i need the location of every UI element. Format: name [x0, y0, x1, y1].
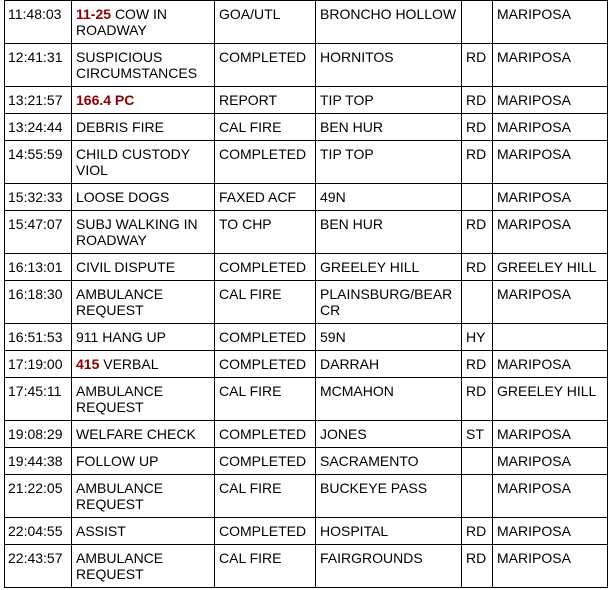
penal-code: 11-25	[76, 6, 112, 22]
call-disposition: GOA/UTL	[215, 1, 316, 44]
call-type-text: 911 HANG UP	[76, 329, 166, 345]
call-location: 49N	[316, 184, 462, 211]
street-suffix: RD	[462, 545, 493, 588]
penal-code: 415	[76, 356, 100, 372]
street-suffix	[462, 475, 493, 518]
call-city: MARIPOSA	[493, 211, 608, 254]
table-row	[5, 184, 608, 211]
call-location: PLAINSBURG/BEAR CR	[316, 281, 462, 324]
table-row	[5, 211, 608, 254]
call-time: 17:19:00	[5, 351, 72, 378]
call-time: 21:22:05	[5, 475, 72, 518]
call-disposition: COMPLETED	[215, 141, 316, 184]
call-disposition: TO CHP	[215, 211, 316, 254]
call-type-text: CIVIL DISPUTE	[76, 259, 176, 275]
call-type	[72, 211, 215, 254]
call-type-text: ASSIST	[76, 523, 126, 539]
call-disposition: FAXED ACF	[215, 184, 316, 211]
call-location: TIP TOP	[316, 141, 462, 184]
call-location: HOSPITAL	[316, 518, 462, 545]
table-row	[5, 351, 608, 378]
table-row	[5, 87, 608, 114]
call-disposition: COMPLETED	[215, 518, 316, 545]
table-row	[5, 1, 608, 44]
call-type	[72, 141, 215, 184]
street-suffix	[462, 184, 493, 211]
call-city	[493, 324, 608, 351]
call-type-text: COW IN ROADWAY	[76, 6, 168, 38]
call-time: 16:13:01	[5, 254, 72, 281]
call-type	[72, 378, 215, 421]
street-suffix: RD	[462, 211, 493, 254]
call-type	[72, 421, 215, 448]
call-type	[72, 87, 215, 114]
street-suffix: RD	[462, 378, 493, 421]
call-type-text: AMBULANCE REQUEST	[76, 480, 164, 512]
street-suffix: RD	[462, 44, 493, 87]
call-type	[72, 324, 215, 351]
call-disposition: COMPLETED	[215, 421, 316, 448]
table-row	[5, 281, 608, 324]
street-suffix	[462, 448, 493, 475]
call-city: MARIPOSA	[493, 518, 608, 545]
call-time: 13:21:57	[5, 87, 72, 114]
table-row	[5, 141, 608, 184]
call-location: BRONCHO HOLLOW	[316, 1, 462, 44]
call-log-body	[5, 1, 608, 588]
call-type	[72, 114, 215, 141]
call-disposition: CAL FIRE	[215, 281, 316, 324]
table-row	[5, 448, 608, 475]
call-city: GREELEY HILL	[493, 378, 608, 421]
street-suffix: RD	[462, 87, 493, 114]
call-city: MARIPOSA	[493, 184, 608, 211]
call-time: 19:08:29	[5, 421, 72, 448]
street-suffix: RD	[462, 114, 493, 141]
call-time: 19:44:38	[5, 448, 72, 475]
call-type-text: DEBRIS FIRE	[76, 119, 164, 135]
call-type-text: SUBJ WALKING IN ROADWAY	[76, 216, 198, 248]
call-type-text: SUSPICIOUS CIRCUMSTANCES	[76, 49, 198, 81]
call-time: 13:24:44	[5, 114, 72, 141]
call-city: MARIPOSA	[493, 351, 608, 378]
call-time: 17:45:11	[5, 378, 72, 421]
call-location: TIP TOP	[316, 87, 462, 114]
call-type-text: AMBULANCE REQUEST	[76, 550, 164, 582]
call-time: 12:41:31	[5, 44, 72, 87]
call-city: MARIPOSA	[493, 421, 608, 448]
street-suffix: RD	[462, 518, 493, 545]
call-time: 22:04:55	[5, 518, 72, 545]
call-location: MCMAHON	[316, 378, 462, 421]
call-type	[72, 448, 215, 475]
call-city: GREELEY HILL	[493, 254, 608, 281]
call-city: MARIPOSA	[493, 44, 608, 87]
table-row	[5, 114, 608, 141]
call-location: 59N	[316, 324, 462, 351]
call-type-text: AMBULANCE REQUEST	[76, 383, 164, 415]
call-type	[72, 545, 215, 588]
penal-code: 166.4 PC	[76, 92, 135, 108]
call-disposition: COMPLETED	[215, 254, 316, 281]
call-location: JONES	[316, 421, 462, 448]
call-type	[72, 518, 215, 545]
call-city: MARIPOSA	[493, 281, 608, 324]
call-city: MARIPOSA	[493, 475, 608, 518]
call-city: MARIPOSA	[493, 114, 608, 141]
call-disposition: COMPLETED	[215, 351, 316, 378]
call-time: 14:55:59	[5, 141, 72, 184]
call-log-table	[4, 0, 608, 588]
call-type	[72, 44, 215, 87]
call-disposition: CAL FIRE	[215, 114, 316, 141]
table-row	[5, 44, 608, 87]
call-location: BUCKEYE PASS	[316, 475, 462, 518]
call-location: FAIRGROUNDS	[316, 545, 462, 588]
table-row	[5, 324, 608, 351]
call-location: SACRAMENTO	[316, 448, 462, 475]
call-type	[72, 351, 215, 378]
call-type-text: VERBAL	[103, 356, 159, 372]
call-disposition: COMPLETED	[215, 448, 316, 475]
street-suffix: HY	[462, 324, 493, 351]
street-suffix	[462, 1, 493, 44]
call-time: 15:47:07	[5, 211, 72, 254]
call-type-text: WELFARE CHECK	[76, 426, 196, 442]
street-suffix: RD	[462, 351, 493, 378]
call-type	[72, 1, 215, 44]
table-row	[5, 378, 608, 421]
table-row	[5, 421, 608, 448]
call-disposition: CAL FIRE	[215, 545, 316, 588]
call-time: 22:43:57	[5, 545, 72, 588]
call-location: HORNITOS	[316, 44, 462, 87]
table-row	[5, 518, 608, 545]
call-city: MARIPOSA	[493, 87, 608, 114]
call-type-text: AMBULANCE REQUEST	[76, 286, 164, 318]
call-type	[72, 184, 215, 211]
call-disposition: REPORT	[215, 87, 316, 114]
call-time: 16:51:53	[5, 324, 72, 351]
call-type	[72, 475, 215, 518]
street-suffix: RD	[462, 254, 493, 281]
table-row	[5, 254, 608, 281]
call-disposition: CAL FIRE	[215, 378, 316, 421]
call-time: 15:32:33	[5, 184, 72, 211]
call-city: MARIPOSA	[493, 448, 608, 475]
call-disposition: COMPLETED	[215, 324, 316, 351]
call-disposition: COMPLETED	[215, 44, 316, 87]
table-row	[5, 545, 608, 588]
street-suffix	[462, 281, 493, 324]
call-type-text: FOLLOW UP	[76, 453, 159, 469]
call-city: MARIPOSA	[493, 545, 608, 588]
call-city: MARIPOSA	[493, 1, 608, 44]
call-location: GREELEY HILL	[316, 254, 462, 281]
street-suffix: RD	[462, 141, 493, 184]
call-city: MARIPOSA	[493, 141, 608, 184]
call-time: 11:48:03	[5, 1, 72, 44]
call-type	[72, 254, 215, 281]
table-row	[5, 475, 608, 518]
call-time: 16:18:30	[5, 281, 72, 324]
street-suffix: ST	[462, 421, 493, 448]
call-type-text: CHILD CUSTODY VIOL	[76, 146, 190, 178]
call-location: DARRAH	[316, 351, 462, 378]
call-location: BEN HUR	[316, 114, 462, 141]
call-disposition: CAL FIRE	[215, 475, 316, 518]
call-location: BEN HUR	[316, 211, 462, 254]
call-type	[72, 281, 215, 324]
call-type-text: LOOSE DOGS	[76, 189, 170, 205]
